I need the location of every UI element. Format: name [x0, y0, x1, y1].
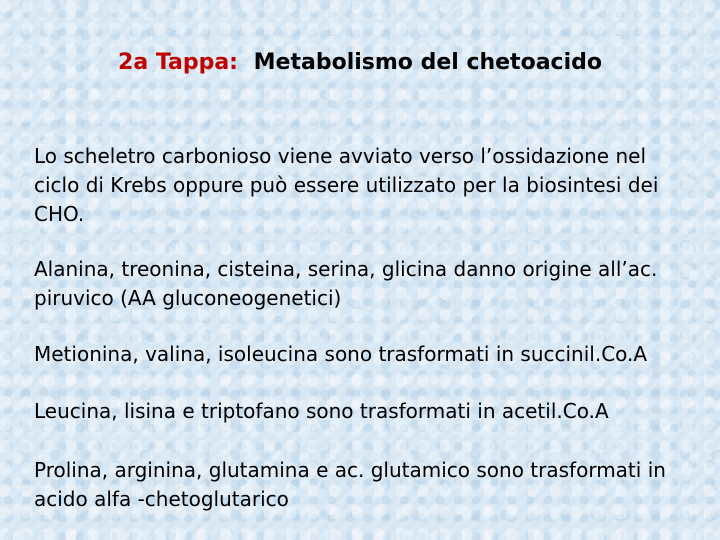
paragraph-succinil: Metionina, valina, isoleucina sono trasformati in succinil.Co.A [34, 342, 648, 366]
paragraph-acetil: Leucina, lisina e triptofano sono trasformati in acetil.Co.A [34, 399, 609, 423]
title-prefix: 2a Tappa: [118, 50, 238, 75]
slide-title [0, 50, 720, 75]
paragraph-krebs: Lo scheletro carbonioso viene avviato verso l’ossidazione nel ciclo di Krebs oppure può essere utilizzato per la biosintesi dei CHO. [34, 144, 659, 226]
paragraph-chetoglutarico: Prolina, arginina, glutamina e ac. glutamico sono trasformati in acido alfa -chetoglutarico [34, 458, 666, 511]
title-main: Metabolismo del chetoacido [253, 50, 602, 75]
paragraph-piruvico: Alanina, treonina, cisteina, serina, glicina danno origine all’ac. piruvico (AA gluconeogenetici) [34, 257, 658, 310]
